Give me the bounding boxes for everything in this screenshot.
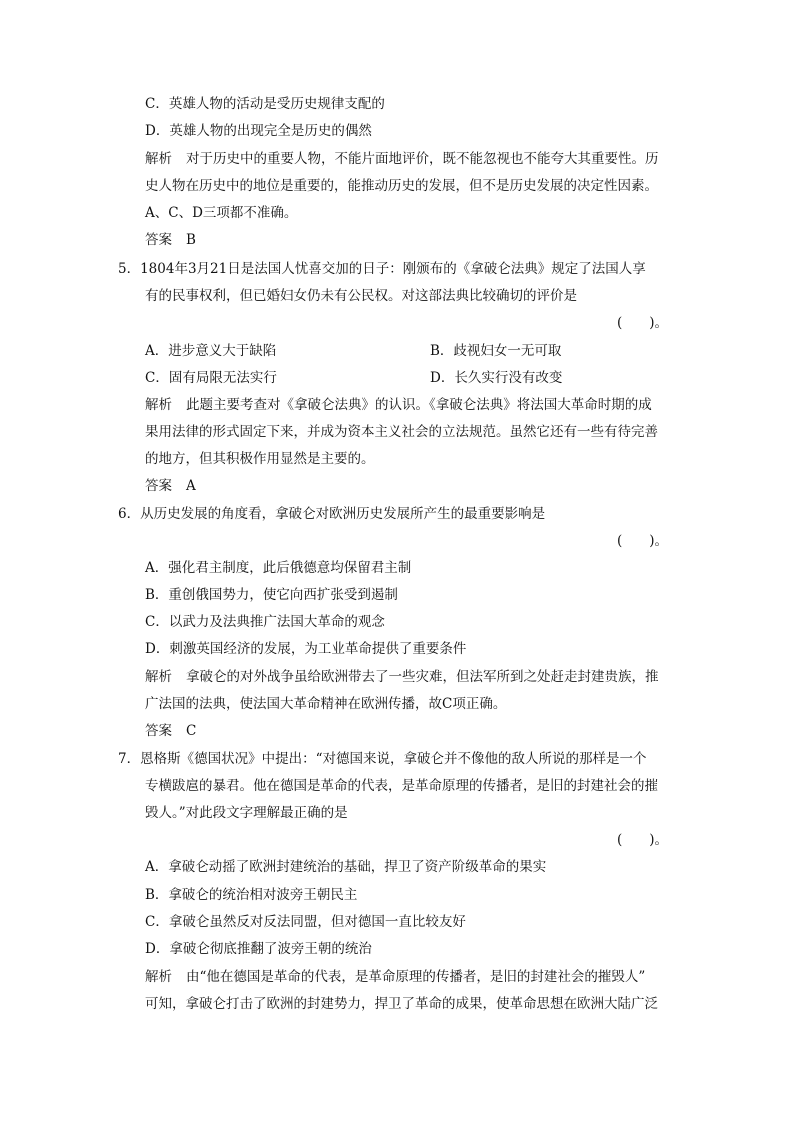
analysis-label: 解析 [145, 397, 172, 413]
q6-analysis-line-1 [145, 668, 659, 686]
question-stem: 1804年3月21日是法国人忧喜交加的日子：刚颁布的《拿破仑法典》规定了法国人享 [140, 261, 646, 277]
q5-option-d: D．长久实行没有改变 [430, 370, 563, 386]
q6-stem-line-1 [118, 505, 545, 523]
analysis-text: 对于历史中的重要人物，不能片面地评价，既不能忽视也不能夸大其重要性。历 [186, 151, 659, 167]
q5-answer-blank: ( )。 [617, 315, 669, 331]
q4-answer [145, 231, 196, 249]
analysis-text: 此题主要考查对《拿破仑法典》的认识。《拿破仑法典》将法国大革命时期的成 [186, 397, 652, 413]
analysis-label: 解析 [145, 969, 172, 985]
q6-option-b: B．重创俄国势力，使它向西扩张受到遏制 [145, 587, 398, 603]
q7-analysis-line-2: 可知，拿破仑打击了欧洲的封建势力，捍卫了革命的成果，使革命思想在欧洲大陆广泛 [145, 996, 658, 1012]
question-stem: 从历史发展的角度看，拿破仑对欧洲历史发展所产生的最重要影响是 [140, 506, 546, 522]
q4-option-c: C．英雄人物的活动是受历史规律支配的 [145, 96, 385, 112]
question-number: 7． [118, 751, 141, 767]
q6-answer [145, 722, 196, 740]
q5-analysis-line-2: 果用法律的形式固定下来，并成为资本主义社会的立法规范。虽然它还有一些有待完善 [145, 424, 658, 440]
q6-option-d: D．刺激英国经济的发展，为工业革命提供了重要条件 [145, 641, 467, 657]
q6-option-c: C．以武力及法典推广法国大革命的观念 [145, 614, 385, 630]
q5-stem-line-2: 有的民事权利，但已婚妇女仍未有公民权。对这部法典比较确切的评价是 [145, 288, 577, 304]
answer-value: C [186, 723, 197, 739]
q6-option-a: A．强化君主制度，此后俄德意均保留君主制 [145, 560, 412, 576]
q5-answer [145, 477, 196, 495]
q6-analysis-line-2: 广法国的法典，使法国大革命精神在欧洲传播，故C项正确。 [145, 696, 507, 712]
q5-analysis-line-3: 的地方，但其积极作用显然是主要的。 [145, 451, 375, 467]
q7-option-c: C．拿破仑虽然反对反法同盟，但对德国一直比较友好 [145, 914, 466, 930]
q7-analysis-line-1 [145, 968, 645, 986]
answer-label: 答案 [145, 232, 172, 248]
q5-stem-line-1 [118, 260, 646, 278]
q4-option-d: D．英雄人物的出现完全是历史的偶然 [145, 123, 372, 139]
q7-option-d: D．拿破仑彻底推翻了波旁王朝的统治 [145, 941, 372, 957]
analysis-label: 解析 [145, 669, 172, 685]
answer-label: 答案 [145, 723, 172, 739]
q7-option-b: B．拿破仑的统治相对波旁王朝民主 [145, 887, 358, 903]
analysis-text: 拿破仑的对外战争虽给欧洲带去了一些灾难，但法军所到之处赶走封建贵族，推 [186, 669, 659, 685]
analysis-label: 解析 [145, 151, 172, 167]
q5-option-b: B．歧视妇女一无可取 [430, 343, 562, 359]
q5-option-c: C．固有局限无法实行 [145, 370, 277, 386]
q7-stem-line-3: 毁人。”对此段文字理解最正确的是 [145, 805, 348, 821]
question-number: 5． [118, 261, 141, 277]
question-number: 6． [118, 506, 141, 522]
q5-option-a: A．进步意义大于缺陷 [145, 343, 277, 359]
q4-analysis-line-2: 史人物在历史中的地位是重要的，能推动历史的发展，但不是历史发展的决定性因素。 [145, 178, 658, 194]
answer-label: 答案 [145, 478, 172, 494]
q7-stem-line-2: 专横跋扈的暴君。他在德国是革命的代表，是革命原理的传播者，是旧的封建社会的摧 [145, 778, 658, 794]
q7-answer-blank: ( )。 [617, 832, 669, 848]
q6-answer-blank: ( )。 [617, 533, 669, 549]
question-stem: 恩格斯《德国状况》中提出：“对德国来说，拿破仑并不像他的敌人所说的那样是一个 [140, 751, 647, 767]
answer-value: A [186, 478, 196, 494]
analysis-text: 由“他在德国是革命的代表，是革命原理的传播者，是旧的封建社会的摧毁人” [186, 969, 646, 985]
q7-option-a: A．拿破仑动摇了欧洲封建统治的基础，捍卫了资产阶级革命的果实 [145, 859, 547, 875]
q4-analysis-line-3: A、C、D三项都不准确。 [145, 205, 298, 221]
answer-value: B [186, 232, 196, 248]
q4-analysis-line-1 [145, 150, 659, 168]
q5-analysis-line-1 [145, 396, 652, 414]
q7-stem-line-1 [118, 750, 647, 768]
